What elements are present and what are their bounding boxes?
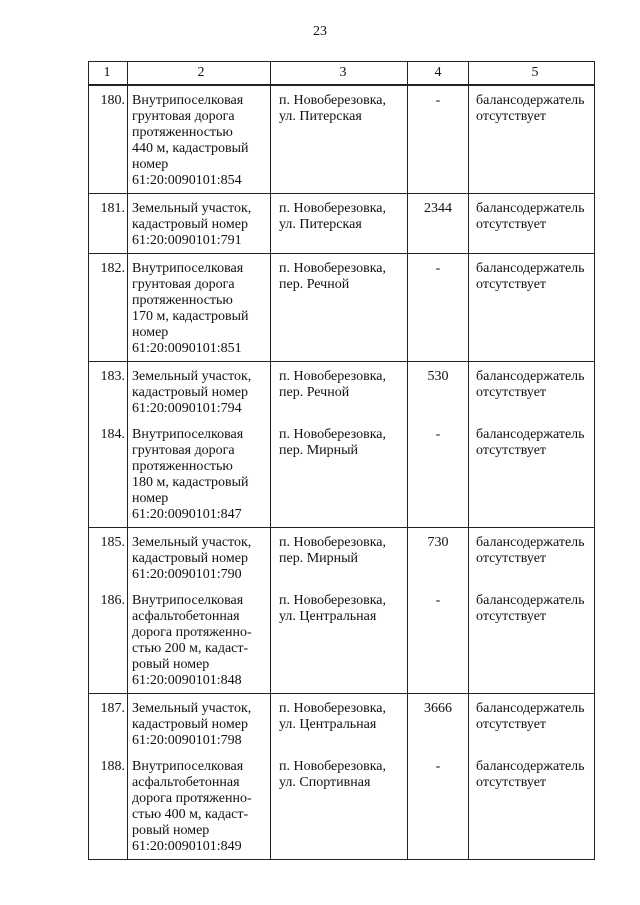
object-description-line: 440 м, кадастровый — [132, 141, 249, 156]
object-description-line: стью 400 м, кадаст- — [132, 807, 249, 822]
column-header: 3 — [271, 62, 408, 86]
object-description-line: Внутрипоселковая — [132, 427, 244, 442]
object-description-line: стью 200 м, кадаст- — [132, 641, 249, 656]
object-description-line: дорога протяженно- — [132, 625, 252, 640]
row-number: 181. — [89, 194, 128, 254]
object-description-line: 61:20:0090101:851 — [132, 341, 242, 356]
object-area: 2344 — [408, 194, 469, 254]
balance-holder-line: отсутствует — [476, 443, 547, 458]
object-description — [128, 528, 271, 594]
property-table — [88, 61, 595, 860]
object-description-line: грунтовая дорога — [132, 277, 235, 292]
object-address-line: ул. Центральная — [279, 717, 377, 732]
object-description-line: Земельный участок, — [132, 535, 252, 550]
row-number: 187. — [89, 694, 128, 760]
column-header: 4 — [408, 62, 469, 86]
object-address-line: пер. Мирный — [279, 443, 359, 458]
object-address-line: ул. Питерская — [279, 217, 362, 232]
column-header: 1 — [89, 62, 128, 86]
row-number: 184. — [89, 427, 128, 528]
object-area: - — [408, 254, 469, 362]
object-description-line: ровый номер — [132, 823, 210, 838]
object-address — [271, 362, 408, 428]
balance-holder — [469, 759, 595, 860]
balance-holder-line: отсутствует — [476, 717, 547, 732]
table-row — [89, 362, 595, 428]
object-address — [271, 593, 408, 694]
table-row — [89, 254, 595, 362]
row-number: 185. — [89, 528, 128, 594]
object-description-line: кадастровый номер — [132, 385, 248, 400]
object-description-line: грунтовая дорога — [132, 109, 235, 124]
row-number: 180. — [89, 85, 128, 194]
object-address — [271, 427, 408, 528]
row-number: 188. — [89, 759, 128, 860]
balance-holder — [469, 694, 595, 760]
object-description-line: грунтовая дорога — [132, 443, 235, 458]
object-description-line: асфальтобетонная — [132, 609, 240, 624]
balance-holder-line: отсутствует — [476, 109, 547, 124]
object-area: - — [408, 759, 469, 860]
object-address-line: ул. Спортивная — [279, 775, 371, 790]
object-address-line: пер. Речной — [279, 277, 350, 292]
object-description-line: Земельный участок, — [132, 701, 252, 716]
object-description-line: 61:20:0090101:798 — [132, 733, 242, 748]
object-address-line: п. Новоберезовка, — [279, 369, 387, 384]
balance-holder — [469, 362, 595, 428]
object-description — [128, 194, 271, 254]
balance-holder — [469, 528, 595, 594]
balance-holder-line: отсутствует — [476, 551, 547, 566]
balance-holder-line: отсутствует — [476, 217, 547, 232]
object-description-line: протяженностью — [132, 125, 233, 140]
object-area: - — [408, 427, 469, 528]
object-description-line: Внутрипоселковая — [132, 93, 244, 108]
balance-holder-line: балансодержатель — [476, 593, 585, 608]
balance-holder-line: балансодержатель — [476, 201, 585, 216]
object-description-line: 61:20:0090101:791 — [132, 233, 242, 248]
object-address — [271, 759, 408, 860]
balance-holder-line: балансодержатель — [476, 759, 585, 774]
object-address-line: п. Новоберезовка, — [279, 759, 387, 774]
object-description-line: 180 м, кадастровый — [132, 475, 249, 490]
table-row — [89, 85, 595, 194]
object-description — [128, 427, 271, 528]
object-description-line: дорога протяженно- — [132, 791, 252, 806]
column-header: 2 — [128, 62, 271, 86]
object-address-line: п. Новоберезовка, — [279, 535, 387, 550]
object-description — [128, 362, 271, 428]
object-description-line: 61:20:0090101:794 — [132, 401, 242, 416]
object-description-line: кадастровый номер — [132, 217, 248, 232]
balance-holder-line: отсутствует — [476, 609, 547, 624]
object-description-line: Внутрипоселковая — [132, 261, 244, 276]
object-description-line: 170 м, кадастровый — [132, 309, 249, 324]
page-number: 23 — [313, 24, 327, 39]
object-address-line: пер. Речной — [279, 385, 350, 400]
object-address-line: п. Новоберезовка, — [279, 201, 387, 216]
object-description-line: кадастровый номер — [132, 717, 248, 732]
table-row — [89, 194, 595, 254]
object-area: 730 — [408, 528, 469, 594]
table-header-row — [89, 62, 595, 86]
table-row — [89, 593, 595, 694]
object-description-line: протяженностью — [132, 459, 233, 474]
object-description-line: 61:20:0090101:847 — [132, 507, 242, 522]
object-description — [128, 85, 271, 194]
object-description — [128, 593, 271, 694]
balance-holder-line: балансодержатель — [476, 369, 585, 384]
object-description-line: номер — [132, 491, 169, 506]
object-address-line: п. Новоберезовка, — [279, 261, 387, 276]
object-description-line: 61:20:0090101:849 — [132, 839, 242, 854]
object-area: - — [408, 593, 469, 694]
balance-holder — [469, 85, 595, 194]
object-address-line: ул. Питерская — [279, 109, 362, 124]
object-description-line: Внутрипоселковая — [132, 593, 244, 608]
object-description-line: номер — [132, 157, 169, 172]
object-description-line: 61:20:0090101:848 — [132, 673, 242, 688]
object-area: 530 — [408, 362, 469, 428]
balance-holder-line: отсутствует — [476, 277, 547, 292]
object-description-line: Земельный участок, — [132, 201, 252, 216]
object-address — [271, 85, 408, 194]
table-row — [89, 528, 595, 594]
object-address — [271, 528, 408, 594]
object-address — [271, 694, 408, 760]
object-description-line: 61:20:0090101:790 — [132, 567, 242, 582]
row-number: 183. — [89, 362, 128, 428]
object-address-line: п. Новоберезовка, — [279, 701, 387, 716]
object-description-line: протяженностью — [132, 293, 233, 308]
balance-holder-line: отсутствует — [476, 385, 547, 400]
balance-holder — [469, 427, 595, 528]
object-description — [128, 694, 271, 760]
balance-holder-line: балансодержатель — [476, 535, 585, 550]
table-row — [89, 694, 595, 760]
balance-holder — [469, 593, 595, 694]
object-description — [128, 254, 271, 362]
object-description-line: кадастровый номер — [132, 551, 248, 566]
object-area: 3666 — [408, 694, 469, 760]
object-description-line: ровый номер — [132, 657, 210, 672]
object-address — [271, 194, 408, 254]
balance-holder-line: балансодержатель — [476, 93, 585, 108]
object-description-line: 61:20:0090101:854 — [132, 173, 242, 188]
object-address-line: п. Новоберезовка, — [279, 593, 387, 608]
balance-holder — [469, 254, 595, 362]
balance-holder-line: балансодержатель — [476, 261, 585, 276]
object-address-line: пер. Мирный — [279, 551, 359, 566]
object-description-line: Внутрипоселковая — [132, 759, 244, 774]
balance-holder — [469, 194, 595, 254]
table-row — [89, 427, 595, 528]
balance-holder-line: балансодержатель — [476, 427, 585, 442]
object-description-line: номер — [132, 325, 169, 340]
object-description-line: асфальтобетонная — [132, 775, 240, 790]
balance-holder-line: отсутствует — [476, 775, 547, 790]
column-header: 5 — [469, 62, 595, 86]
object-area: - — [408, 85, 469, 194]
object-address — [271, 254, 408, 362]
object-description — [128, 759, 271, 860]
object-address-line: п. Новоберезовка, — [279, 93, 387, 108]
row-number: 186. — [89, 593, 128, 694]
object-address-line: п. Новоберезовка, — [279, 427, 387, 442]
object-address-line: ул. Центральная — [279, 609, 377, 624]
row-number: 182. — [89, 254, 128, 362]
table-row — [89, 759, 595, 860]
balance-holder-line: балансодержатель — [476, 701, 585, 716]
object-description-line: Земельный участок, — [132, 369, 252, 384]
